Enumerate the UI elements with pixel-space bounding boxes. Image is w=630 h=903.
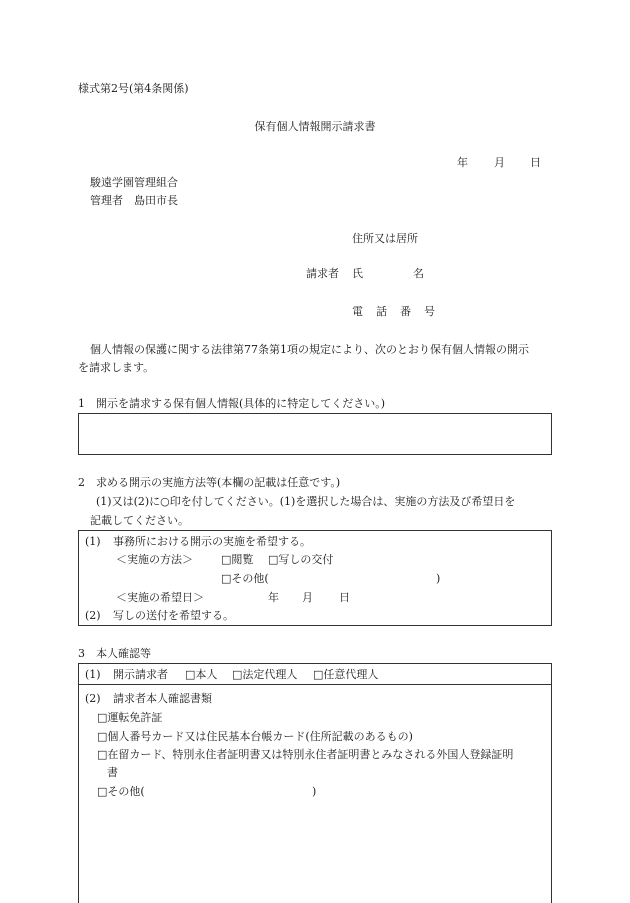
document-title: 保有個人情報開示請求書 — [254, 120, 376, 133]
desired-date-day: 日 — [339, 591, 350, 604]
addressee-person: 管理者 島田市長 — [90, 194, 178, 207]
address-label: 住所又は居所 — [352, 232, 418, 245]
method-copy-checkbox[interactable]: □写しの交付 — [268, 553, 334, 566]
option2-text[interactable]: 写しの送付を希望する。 — [113, 609, 234, 622]
requester-self-checkbox[interactable]: □本人 — [185, 668, 218, 681]
section2-note-line-2: 記載してください。 — [90, 514, 189, 527]
doc-license-checkbox[interactable]: □運転免許証 — [97, 711, 163, 724]
desired-date-month: 月 — [302, 591, 313, 604]
intro-line-1: 個人情報の保護に関する法律第77条第1項の規定により、次のとおり保有個人情報の開示 — [90, 343, 529, 356]
identity-row2-right-border — [551, 685, 552, 903]
date-day-label: 日 — [530, 156, 541, 169]
doc-other-checkbox[interactable]: □その他( — [97, 785, 145, 798]
name-label-2: 名 — [413, 267, 424, 280]
section3-heading: 3 本人確認等 — [78, 647, 151, 660]
option2-number: (2) — [85, 609, 101, 622]
desired-date-label: ＜実施の希望日＞ — [116, 591, 204, 604]
section1-heading: 1 開示を請求する保有個人情報(具体的に特定してください。) — [78, 397, 386, 410]
form-number: 様式第2号(第4条関係) — [78, 82, 189, 95]
doc-residence-line-2: 書 — [107, 766, 118, 779]
name-label-1: 氏 — [352, 267, 363, 280]
date-year-label: 年 — [457, 156, 468, 169]
section1-input-box[interactable] — [78, 413, 552, 455]
method-view-checkbox[interactable]: □閲覧 — [221, 553, 254, 566]
method-other-close: ) — [436, 572, 441, 585]
method-label: ＜実施の方法＞ — [116, 553, 193, 566]
requester-type-label: 開示請求者 — [113, 668, 168, 681]
addressee-org: 駿遠学園管理組合 — [90, 176, 178, 189]
doc-other-close: ) — [312, 785, 317, 798]
date-month-label: 月 — [494, 156, 505, 169]
desired-date-year: 年 — [268, 591, 279, 604]
intro-line-2: を請求します。 — [78, 361, 155, 374]
identity-row2-number: (2) — [85, 692, 101, 705]
phone-label: 電話番号 — [352, 305, 448, 318]
requester-voluntary-rep-checkbox[interactable]: □任意代理人 — [313, 668, 379, 681]
section2-note-line-1: (1)又は(2)に○印を付してください。(1)を選択した場合は、実施の方法及び希望日を — [96, 495, 516, 508]
requester-legal-rep-checkbox[interactable]: □法定代理人 — [232, 668, 298, 681]
option1-text[interactable]: 事務所における開示の実施を希望する。 — [113, 535, 311, 548]
identity-row2-left-border — [78, 685, 79, 903]
identity-row1-number: (1) — [85, 668, 101, 681]
requester-label: 請求者 — [306, 267, 339, 280]
method-other-checkbox[interactable]: □その他( — [221, 572, 269, 585]
section2-heading: 2 求める開示の実施方法等(本欄の記載は任意です。) — [78, 476, 341, 489]
doc-residence-checkbox[interactable]: □在留カード、特別永住者証明書又は特別永住者証明書とみなされる外国人登録証明 — [97, 748, 514, 761]
identity-docs-label: 請求者本人確認書類 — [113, 692, 212, 705]
doc-mynumber-checkbox[interactable]: □個人番号カード又は住民基本台帳カード(住所記載のあるもの) — [97, 730, 413, 743]
option1-number: (1) — [85, 535, 101, 548]
